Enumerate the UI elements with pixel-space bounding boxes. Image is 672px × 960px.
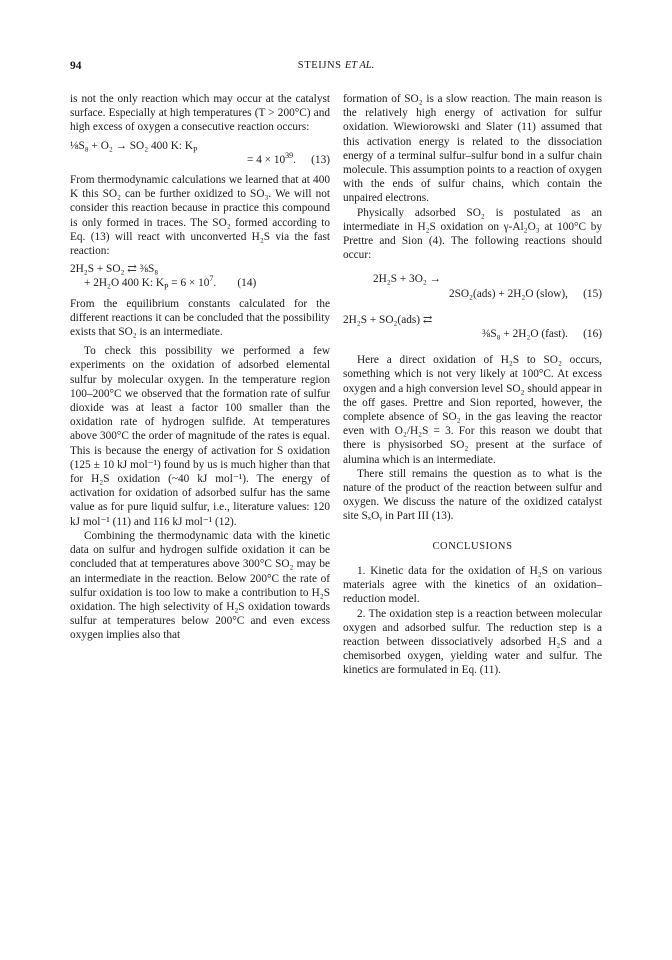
right-paragraph-4: There still remains the question as to what is the nature of the product of the reaction between sulfur and oxygen. We discuss the nature of the oxidized catalyst site SₓOᵧ in Part III (13). <box>343 467 602 523</box>
equation-13 <box>70 139 330 167</box>
equation-13-lhs: ⅛S₈ + O₂ → SO₂ 400 K: $K_P$ <box>70 139 198 154</box>
equation-15-lhs: 2H₂S + 3O₂ → <box>373 273 441 286</box>
left-paragraph-1: is not the only reaction which may occur at the catalyst surface. Especially at high temperatures (T > 200°C) and high excess of oxygen a consecutive reaction occurs: <box>70 93 330 134</box>
equation-14-lhs: 2H₂S + SO₂ ⇄ ⅜S₈ <box>70 263 159 276</box>
conclusion-2: 2. The oxidation step is a reaction between molecular oxygen and adsorbed sulfur. The reduction step is a reaction between dissociatively adsorbed H₂S and a chemisorbed oxygen, yielding water and sulfur. The kinetics are formulated in Eq. (11). <box>343 607 602 677</box>
conclusion-1: 1. Kinetic data for the oxidation of H₂S on various materials agree with the kinetics of an oxidation–reduction model. <box>343 564 602 606</box>
section-heading-conclusions: CONCLUSIONS <box>432 540 513 552</box>
equation-15-number: (15) <box>583 287 602 300</box>
left-paragraph-4: To check this possibility we performed a few experiments on the oxidation of adsorbed elemental sulfur by molecular oxygen. In the temperature region 100–200°C we observed that the formation rate of sulfur dioxide was at least a factor 100 smaller than the oxidation rate of hydrogen sulfide. At temperatures above 300°C the order of magnitude of the rates is equal. This is because the energy of activation for S oxidation (125 ± 10 kJ mol⁻¹) found by us is much higher than that for H₂S oxidation (~40 kJ mol⁻¹). The energy of activation for oxidation of adsorbed sulfur has the same value as for pure liquid sulfur, i.e., literature values: 120 kJ mol⁻¹ (11) and 116 kJ mol⁻¹ (12). <box>70 345 330 528</box>
right-paragraph-2: Physically adsorbed SO₂ is postulated as an intermediate in H₂S oxidation on γ-Al₂O₃ at 100°C by Prettre and Sion (4). The following reactions should occur: <box>343 206 602 262</box>
equation-15 <box>343 272 602 300</box>
left-paragraph-3: From the equilibrium constants calculated for the different reactions it can be concluded that the possibility exists that SO₂ is an intermediate. <box>70 297 330 339</box>
equation-14-rhs: + 2H₂O 400 K: $K_P = 6 \times 10^7$. (14) <box>84 274 257 292</box>
right-column <box>343 92 602 678</box>
equation-16-rhs: ⅜S₈ + 2H₂O (fast). (16) <box>481 328 602 341</box>
right-paragraph-1: formation of SO₂ is a slow reaction. The main reason is the relatively high energy of activation for sulfur oxidation. Wiewiorowski and Slater (11) assumed that this activation energy is related to the dissociation energy of a terminal sulfur–sulfur bond in a sulfur chain molecule. This assumption points to a reaction of oxygen with the ends of sulfur chains, which contain the unpaired electrons. <box>343 93 602 205</box>
running-head <box>70 60 602 71</box>
equation-14-number: (14) <box>237 277 257 290</box>
equation-16 <box>343 313 602 341</box>
left-paragraph-2: From thermodynamic calculations we learned that at 400 K this SO₂ can be further oxidized to SO₃. We will not consider this reaction because in practice this compound is only formed in traces. The SO₂ formed according to Eq. (13) will react with unconverted H₂S via the fast reaction: <box>70 174 330 258</box>
equation-13-number: (13) <box>311 153 330 166</box>
equation-16-lhs: 2H₂S + SO₂(ads) ⇄ <box>343 313 433 326</box>
equation-16-number: (16) <box>583 328 602 341</box>
page-header <box>70 60 602 76</box>
running-head-etal: ET AL. <box>344 60 375 71</box>
equation-13-rhs: = $4 \times 10^{39}$. (13) <box>247 151 330 166</box>
equation-14 <box>70 262 330 290</box>
page-number: 94 <box>70 60 82 72</box>
equation-15-rhs: 2SO₂(ads) + 2H₂O (slow), (15) <box>448 287 602 300</box>
right-paragraph-3: Here a direct oxidation of H₂S to SO₂ occurs, something which is not very likely at 100°C. At excess oxygen and a high conversion level SO₂ should appear in the off gases. Prettre and Sion reported, however, the complete absence of SO₂ in the gas leaving the reactor even with O₂/H₂S = 3. For this reason we doubt that there is physisorbed SO₂ present at the surface of alumina which is an intermediate. <box>343 354 603 466</box>
left-column <box>70 92 330 643</box>
left-paragraph-5: Combining the thermodynamic data with the kinetic data on sulfur and hydrogen sulfide oxidation it can be concluded that at temperatures above 300°C SO₂ may be an intermediate in the reaction. Below 200°C the rate of sulfur oxidation is too low to make a contribution to H₂S oxidation. The high selectivity of H₂S oxidation towards sulfur at temperatures below 200°C and even excess oxygen implies also that <box>70 529 330 642</box>
running-head-author: STEIJNS <box>297 60 342 71</box>
